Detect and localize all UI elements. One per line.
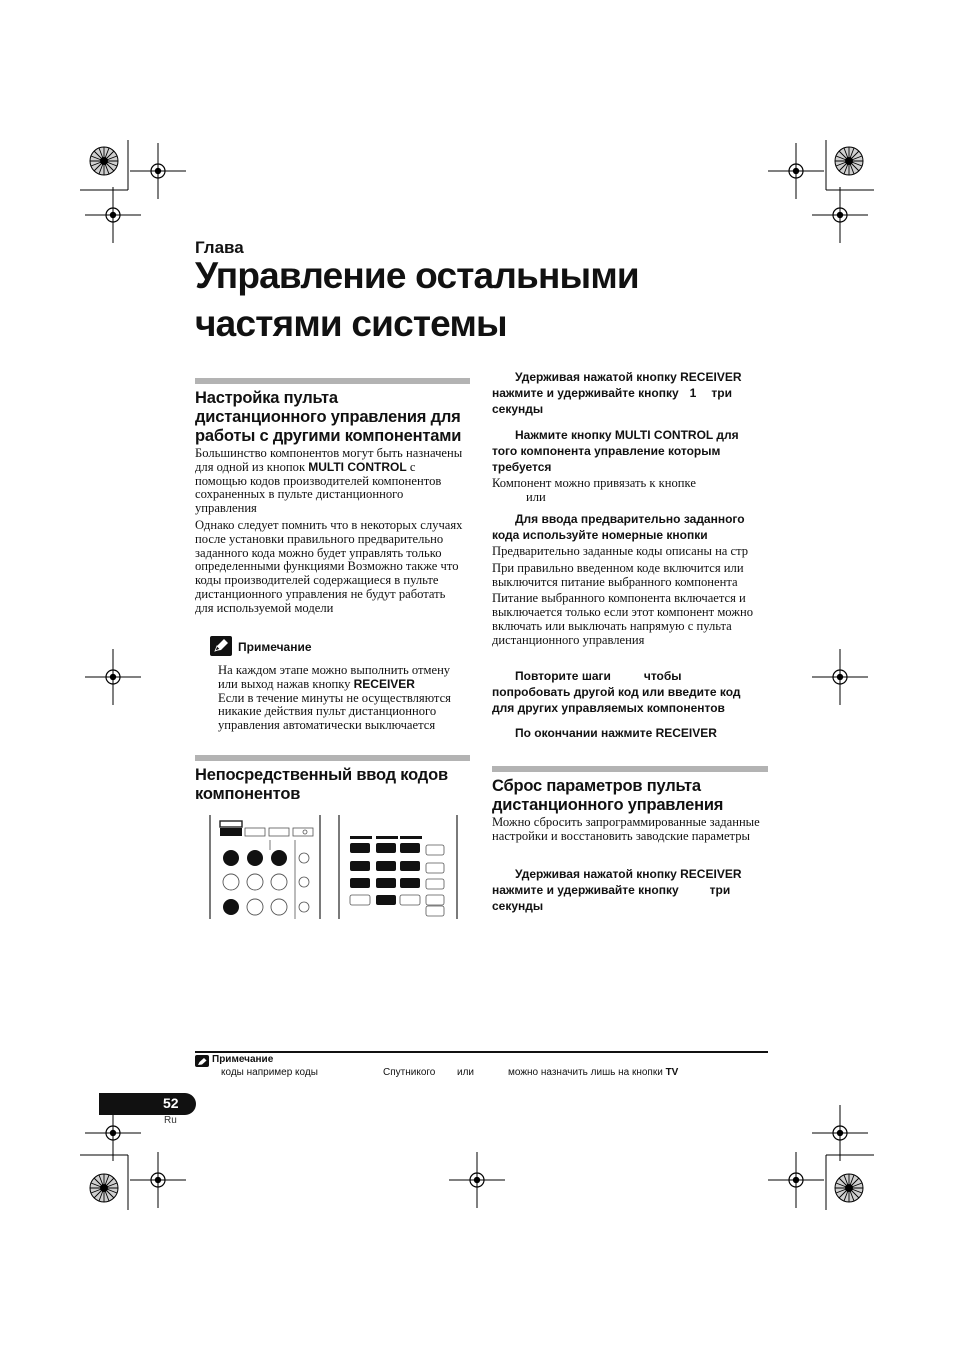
step-finish: По окончании нажмите RECEIVER: [515, 726, 717, 740]
key-name: RECEIVER: [353, 676, 415, 691]
heading-line: Сброс параметров пульта: [492, 777, 701, 795]
step-press-multi-control: [492, 427, 772, 475]
step-body: [492, 477, 767, 505]
heading-line: дистанционного управления для: [195, 408, 461, 426]
step-text-part: чтобы: [643, 669, 682, 683]
remote-illustration-left: [209, 815, 321, 919]
key-name: MULTI CONTROL: [308, 459, 407, 474]
paragraph-intro: [195, 447, 465, 516]
heading-line: Настройка пульта: [195, 389, 338, 407]
step-text: Удерживая нажатой кнопку RECEIVER: [515, 867, 742, 881]
note-icon: [210, 636, 232, 656]
step-hold-receiver: [492, 369, 772, 417]
heading-line: компонентов: [195, 785, 301, 803]
step-text: для других управляемых компонентов: [492, 701, 725, 715]
step-text-part: 1: [689, 386, 697, 400]
step-text-part: три: [711, 386, 732, 400]
step-text: Удерживая нажатой кнопку RECEIVER: [515, 370, 742, 384]
section-heading-remote-setup: [195, 389, 480, 446]
step-text-part: нажмите и удерживайте кнопку: [492, 883, 679, 897]
page-language: Ru: [164, 1115, 177, 1126]
paragraph-reset: Можно сбросить запрограммированные заданные настройки и восстановить заводские параметры: [492, 815, 760, 843]
step-text: того компонента управление которым: [492, 444, 721, 458]
step-text: Нажмите кнопку MULTI CONTROL для: [515, 428, 739, 442]
step-text: Для ввода предварительно заданного: [515, 512, 745, 526]
step-text: секунды: [492, 402, 544, 416]
footnote-rule: [195, 1051, 768, 1053]
chapter-title-line2: частями системы: [195, 303, 507, 344]
paragraph-text: с помощью кодов производителей компонентов сохраненных в пульте дистанционного управления: [195, 459, 442, 516]
remote-illustration-right: [338, 815, 458, 919]
footnote-note-icon: [195, 1055, 209, 1067]
step-text: [492, 882, 772, 898]
note-body: [218, 664, 470, 733]
page-number-tab-rounding: [99, 1093, 121, 1115]
footnote-label: Примечание: [212, 1054, 274, 1065]
section-heading-direct-codes: [195, 766, 480, 804]
body-text: Питание выбранного компонента включается и выключается только если этот компонент можно включать или выключать напрямую с пульта дистанционного управления: [492, 591, 754, 647]
section-divider: [492, 766, 768, 772]
note-label: Примечание: [238, 640, 312, 654]
step-body: [492, 545, 767, 648]
paragraph-caveat: Однако следует помнить что в некоторых случаях после установки правильного предварительно заданного кода можно будет управлять только определенными функциями Возможно также что коды производителей содержащиеся в пульте дистанционного управления не будут работать для используемой модели: [195, 518, 463, 615]
section-heading-reset: [492, 777, 777, 815]
footnote-text: Спутникого: [383, 1067, 436, 1078]
step-repeat: [492, 668, 772, 716]
step-enter-preset-code: [492, 511, 772, 543]
section-divider: [195, 755, 470, 761]
note-text-part: или выход нажав кнопку: [218, 676, 354, 691]
footnote-text: или: [457, 1067, 475, 1078]
note-text: На каждом этапе можно выполнить отмену: [218, 663, 451, 677]
body-text: Предварительно заданные коды описаны на стр: [492, 544, 749, 558]
step-text-part: три: [709, 883, 731, 897]
step-text: кода используйте номерные кнопки: [492, 528, 708, 542]
footnote-text-part: можно назначить лишь на кнопки: [508, 1067, 666, 1078]
body-text: Компонент можно привязать к кнопке: [492, 476, 696, 490]
section-divider: [195, 378, 470, 384]
step-reset-hold: [492, 866, 772, 914]
step-text: [492, 385, 772, 401]
step-text: секунды: [492, 899, 544, 913]
step-text: [492, 668, 772, 684]
note-text: [218, 678, 470, 692]
paragraph-text: Большинство компонентов могут быть назначены для одной из кнопок: [195, 446, 463, 474]
chapter-title-line1: Управление остальными: [195, 255, 639, 296]
step-text: требуется: [492, 460, 552, 474]
body-text: или: [526, 489, 546, 504]
step-text-part: нажмите и удерживайте кнопку: [492, 386, 679, 400]
step-text-part: Повторите шаги: [515, 669, 611, 683]
note-text: Если в течение минуты не осуществляются никакие действия пульт дистанционного управления автоматически выключается: [218, 690, 451, 733]
footnote-text: коды например коды: [221, 1067, 318, 1078]
footnote-text: [508, 1067, 678, 1078]
heading-line: дистанционного управления: [492, 796, 724, 814]
step-text: попробовать другой код или введите код: [492, 685, 741, 699]
heading-line: работы с другими компонентами: [195, 427, 462, 445]
key-name: TV: [665, 1067, 679, 1078]
body-text: При правильно введенном коде включится или выключится питание выбранного компонента: [492, 560, 744, 589]
page-number: 52: [163, 1095, 179, 1111]
chapter-label: Глава: [195, 238, 244, 257]
heading-line: Непосредственный ввод кодов: [195, 766, 448, 784]
